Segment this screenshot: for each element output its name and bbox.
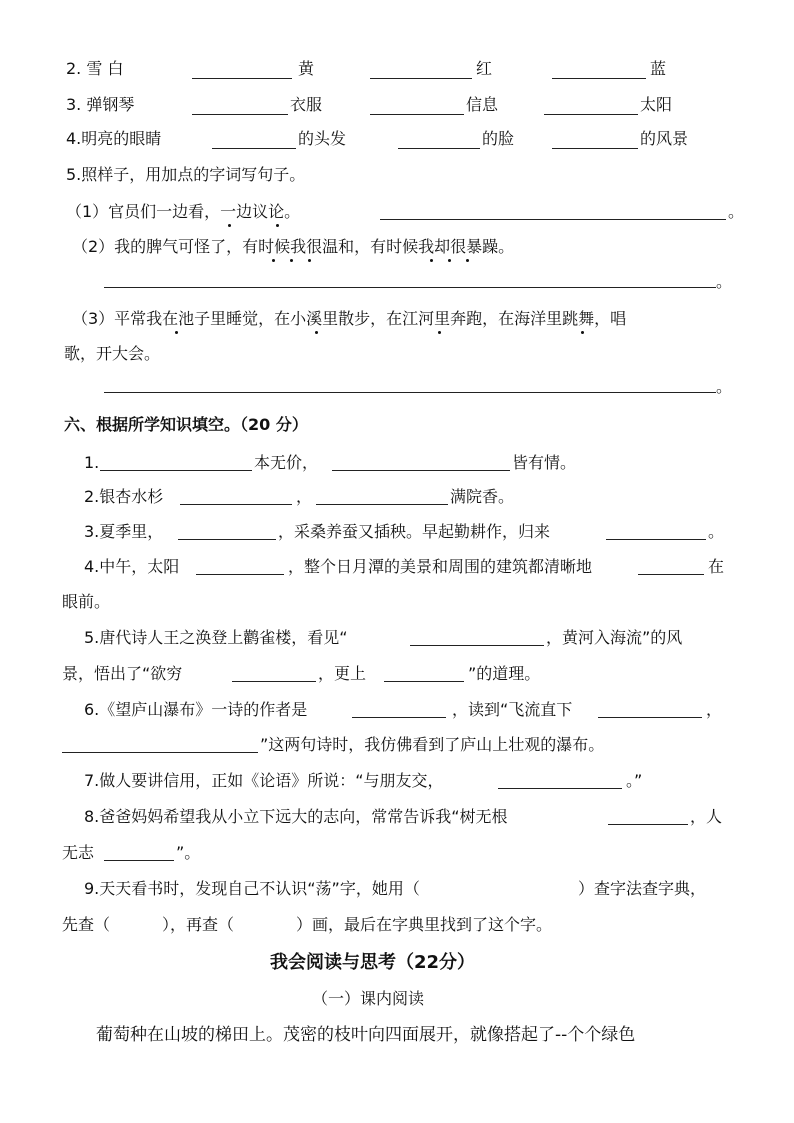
s6-blank-6-2[interactable]	[598, 717, 702, 718]
s6-item-4c: 在	[708, 557, 725, 576]
s6-item-3c: 。	[708, 522, 725, 541]
s6-item-4d: 眼前。	[62, 592, 111, 611]
emphasis-dot	[276, 224, 279, 227]
s6-item-2b: ，	[296, 487, 313, 506]
s6-blank-3-2[interactable]	[606, 539, 706, 540]
q4-blank-1[interactable]	[212, 148, 296, 149]
emphasis-dot	[581, 331, 584, 334]
s6-item-4b: ，整个日月潭的美景和周围的建筑都清晰地	[288, 557, 593, 576]
emphasis-dot	[290, 259, 293, 262]
q2-word-3: 蓝	[650, 59, 667, 78]
q3-word-3: 太阳	[640, 95, 673, 114]
s6-item-2a: 2.银杏水杉	[84, 487, 164, 506]
q5-answer-2-end: 。	[716, 272, 733, 291]
s6-item-7b: 。”	[626, 771, 643, 790]
q3-word-1: 衣服	[290, 95, 323, 114]
s6-item-7a: 7.做人要讲信用，正如《论语》所说：“与朋友交，	[84, 771, 444, 790]
q4-word-2: 的脸	[482, 129, 515, 148]
s6-item-8c: 无志	[62, 843, 95, 862]
s6-item-5c: 景，悟出了“欲穷	[62, 664, 183, 683]
emphasis-dot	[272, 259, 275, 262]
s6-item-8a: 8.爸爸妈妈希望我从小立下远大的志向，常常告诉我“树无根	[84, 807, 508, 826]
q5-answer-3-end: 。	[716, 377, 733, 396]
s6-blank-5-1[interactable]	[410, 645, 544, 646]
s6-blank-7-1[interactable]	[498, 788, 622, 789]
s6-blank-4-2[interactable]	[638, 574, 704, 575]
s6-item-5a: 5.唐代诗人王之涣登上鹳雀楼，看见“	[84, 628, 348, 647]
s6-item-3b: ，采桑养蚕又插秧。早起勤耕作，归来	[278, 522, 551, 541]
s6-item-5b: ，黄河入海流”的风	[546, 628, 683, 647]
s6-blank-4-1[interactable]	[196, 574, 284, 575]
s6-blank-8-2[interactable]	[104, 860, 174, 861]
q4-word-1: 的头发	[298, 129, 347, 148]
emphasis-dot	[315, 331, 318, 334]
s6-item-6c: ，	[706, 700, 723, 719]
s6-blank-6-1[interactable]	[352, 717, 446, 718]
q2-label: 2. 雪 白	[66, 59, 124, 78]
emphasis-dot	[308, 259, 311, 262]
q5-answer-1[interactable]	[380, 219, 726, 220]
q5-answer-3[interactable]	[104, 392, 716, 393]
s6-item-8d: ”。	[176, 843, 201, 862]
q3-blank-3[interactable]	[544, 114, 638, 115]
s6-item-9e: ）画，最后在字典里找到了这个字。	[296, 915, 553, 934]
q3-word-2: 信息	[466, 95, 499, 114]
s6-item-2c: 满院香。	[450, 487, 515, 506]
s6-item-6d: ”这两句诗时，我仿佛看到了庐山上壮观的瀑布。	[260, 735, 605, 754]
s6-item-1a: 1.	[84, 453, 100, 472]
emphasis-dot	[430, 259, 433, 262]
reading-subtitle: （一）课内阅读	[312, 989, 425, 1008]
q3-label: 3. 弹钢琴	[66, 95, 135, 114]
s6-item-9c: 先查（	[62, 915, 111, 934]
reading-title: 我会阅读与思考（22分）	[270, 952, 476, 973]
q4-blank-3[interactable]	[552, 148, 638, 149]
s6-item-1c: 皆有情。	[512, 453, 577, 472]
s6-item-1b: 本无价，	[254, 453, 319, 472]
s6-blank-3-1[interactable]	[178, 539, 276, 540]
q2-word-2: 红	[476, 59, 493, 78]
s6-item-8b: ，人	[690, 807, 723, 826]
q5-sentence-3a: （3）平常我在池子里睡觉，在小溪里散步，在江河里奔跑，在海洋里跳舞，唱	[72, 309, 627, 328]
q4-word-3: 的风景	[640, 129, 689, 148]
s6-blank-1-1[interactable]	[100, 470, 252, 471]
q2-blank-2[interactable]	[370, 78, 472, 79]
reading-paragraph: 葡萄种在山坡的梯田上。茂密的枝叶向四面展开，就像搭起了--个个绿色	[96, 1025, 636, 1045]
s6-item-9b: ）查字法查字典，	[578, 879, 707, 898]
emphasis-dot	[448, 259, 451, 262]
q5-answer-1-end: 。	[728, 202, 745, 221]
q2-word-1: 黄	[298, 59, 315, 78]
q4-blank-2[interactable]	[398, 148, 480, 149]
s6-item-6a: 6.《望庐山瀑布》一诗的作者是	[84, 700, 308, 719]
s6-item-9d: ），再查（	[162, 915, 235, 934]
q4-label: 4.明亮的眼睛	[66, 129, 162, 148]
s6-item-5e: ”的道理。	[468, 664, 541, 683]
s6-blank-6-3[interactable]	[62, 752, 258, 753]
s6-blank-5-3[interactable]	[384, 681, 464, 682]
emphasis-dot	[438, 331, 441, 334]
s6-item-3a: 3.夏季里，	[84, 522, 164, 541]
s6-blank-1-2[interactable]	[332, 470, 510, 471]
q3-blank-2[interactable]	[370, 114, 464, 115]
s6-item-6b: ，读到“飞流直下	[452, 700, 573, 719]
q5-sentence-2: （2）我的脾气可怪了，有时候我很温和，有时候我却很暴躁。	[72, 237, 515, 256]
emphasis-dot	[175, 331, 178, 334]
q5-sentence-1: （1）官员们一边看，一边议论。	[66, 202, 301, 221]
s6-item-4a: 4.中午，太阳	[84, 557, 180, 576]
s6-item-5d: ，更上	[318, 664, 367, 683]
emphasis-dot	[466, 259, 469, 262]
s6-blank-2-1[interactable]	[180, 504, 292, 505]
s6-blank-5-2[interactable]	[232, 681, 316, 682]
q2-blank-1[interactable]	[192, 78, 292, 79]
s6-blank-8-1[interactable]	[608, 824, 688, 825]
q2-blank-3[interactable]	[552, 78, 646, 79]
section-6-title: 六、根据所学知识填空。（20 分）	[64, 415, 308, 434]
q5-title: 5.照样子，用加点的字词写句子。	[66, 165, 306, 184]
q5-answer-2[interactable]	[104, 287, 716, 288]
q5-sentence-3b: 歌，开大会。	[64, 344, 161, 363]
emphasis-dot	[228, 224, 231, 227]
q3-blank-1[interactable]	[192, 114, 288, 115]
s6-blank-2-2[interactable]	[316, 504, 448, 505]
s6-item-9a: 9.天天看书时，发现自己不认识“荡”字，她用（	[84, 879, 420, 898]
